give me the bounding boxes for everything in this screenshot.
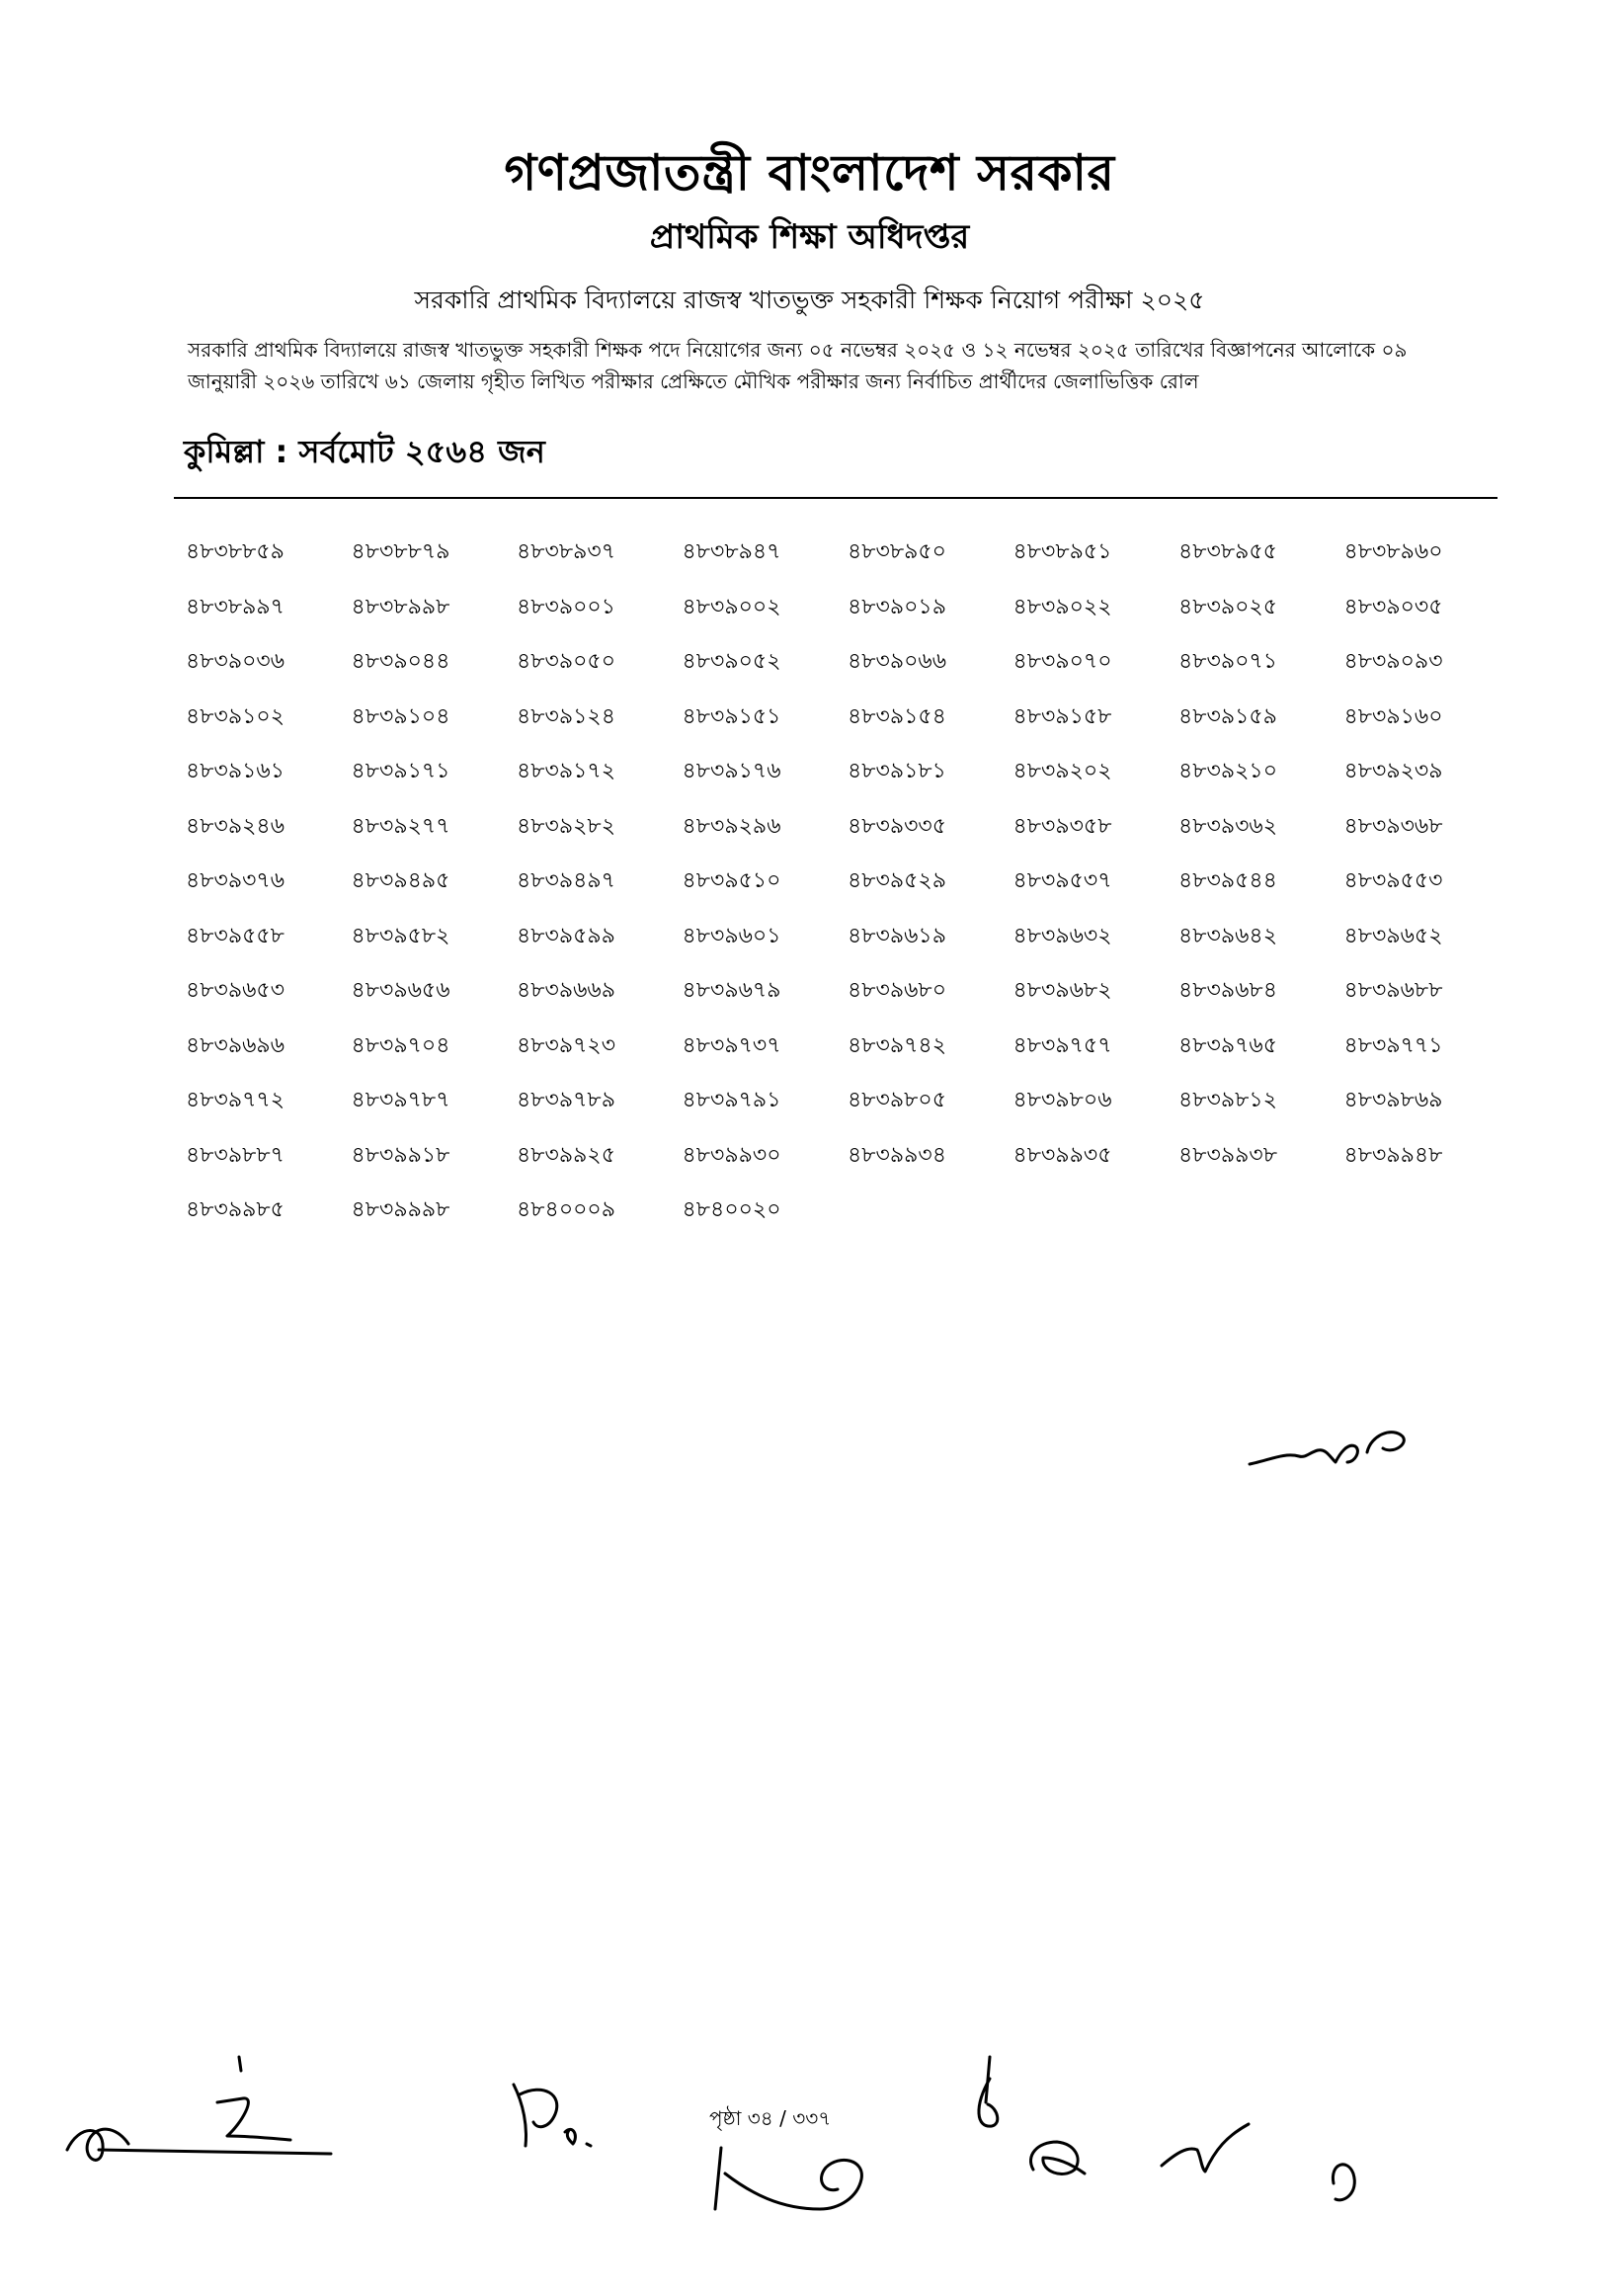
roll-number: ৪৮৩৮৯৯৭	[186, 594, 284, 619]
roll-number: ৪৮৩৯৭৭১	[1343, 1032, 1443, 1058]
roll-number: ৪৮৩৯০৭০	[1012, 649, 1112, 674]
roll-number: ৪৮৩৮৯৪৭	[682, 539, 781, 564]
roll-number: ৪৮৩৯৯৩০	[682, 1142, 781, 1168]
roll-number: ৪৮৩৯৬১৯	[848, 923, 946, 948]
divider	[174, 497, 1498, 499]
roll-number: ৪৮৩৯৫৯৯	[517, 923, 615, 948]
roll-number: ৪৮৩৯৯১৮	[351, 1142, 450, 1168]
roll-number: ৪৮৩৯৪৯৭	[517, 868, 615, 893]
roll-number: ৪৮৩৯৩৩৫	[848, 813, 947, 839]
roll-number: ৪৮৩৯১০৪	[351, 703, 450, 729]
roll-number: ৪৮৩৯৭৩৭	[682, 1032, 781, 1058]
roll-number: ৪৮৩৯৬৮৮	[1343, 978, 1443, 1003]
roll-number: ৪৮৩৮৯৩৭	[517, 539, 616, 564]
roll-number: ৪৮৩৯০৩৫	[1343, 594, 1443, 619]
roll-number: ৪৮৩৯০৪৪	[351, 649, 450, 674]
roll-number: ৪৮৩৯৯২৫	[517, 1142, 615, 1168]
roll-number: ৪৮৩৯৯৪৮	[1343, 1142, 1443, 1168]
roll-number: ৪৮৩৯৯৮৫	[186, 1197, 284, 1222]
roll-number: ৪৮৪০০০৯	[517, 1197, 616, 1222]
roll-number: ৪৮৩৯১৭২	[517, 759, 616, 783]
roll-number: ৪৮৩৯৫৮২	[351, 923, 450, 948]
district-heading: কুমিল্লা : সর্বমোট ২৫৬৪ জন	[184, 433, 545, 470]
roll-number: ৪৮৩৯৪৯৫	[351, 868, 450, 893]
roll-number: ৪৮৩৯০৬৬	[848, 649, 947, 674]
roll-number: ৪৮৩৯৬৪২	[1178, 923, 1278, 948]
roll-number: ৪৮৩৮৯৫১	[1012, 539, 1112, 564]
roll-number: ৪৮৩৯১২৪	[517, 703, 615, 729]
department-title: প্রাথমিক শিক্ষা অধিদপ্তর	[649, 217, 970, 257]
roll-number: ৪৮৩৯১৭৬	[682, 759, 781, 783]
roll-number: ৪৮৩৯০৫০	[517, 649, 616, 674]
roll-number: ৪৮৩৮৯৫৫	[1178, 539, 1277, 564]
roll-number: ৪৮৩৯৫৩৭	[1012, 868, 1112, 893]
roll-number: ৪৮৩৯৫৫৮	[186, 923, 284, 948]
roll-number: ৪৮৩৯৩৬২	[1178, 813, 1278, 839]
roll-number: ৪৮৩৯৬৮৪	[1178, 978, 1277, 1003]
government-title: গণপ্রজাতন্ত্রী বাংলাদেশ সরকার	[504, 144, 1115, 202]
signature-mark	[1245, 1413, 1422, 1482]
roll-number: ৪৮৩৯১৫৮	[1012, 703, 1112, 729]
roll-number: ৪৮৩৯৩৫৮	[1012, 813, 1112, 839]
roll-number: ৪৮৩৯২১০	[1178, 759, 1278, 783]
roll-number: ৪৮৩৮৯৫০	[848, 539, 946, 564]
roll-number: ৪৮৩৯৫৪৪	[1178, 868, 1277, 893]
roll-number: ৪৮৩৯৬৮২	[1012, 978, 1112, 1003]
roll-number: ৪৮৩৯৭৫৭	[1012, 1032, 1112, 1058]
roll-number: ৪৮৩৯২৩৯	[1343, 759, 1443, 783]
roll-number: ৪৮৩৯৮১২	[1178, 1088, 1277, 1112]
roll-number: ৪৮৩৮৯৯৮	[351, 594, 450, 619]
roll-number: ৪৮৩৯০৭১	[1178, 649, 1278, 674]
roll-number: ৪৮৩৯১৫৯	[1178, 703, 1277, 729]
notice-text: সরকারি প্রাথমিক বিদ্যালয়ে রাজস্ব খাতভুক্ত সহকারী শিক্ষক পদে নিয়োগের জন্য ০৫ নভেম্বর ২০২৫ ও ১২ নভেম্বর ২০২৫ তারিখের বিজ্ঞাপনের আলোকে ০৯ জানুয়ারী ২০২৬ তারিখে ৬১ জেলায় গৃহীত লিখিত পরীক্ষার প্রেক্ষিতে মৌখিক পরীক্ষার জন্য নির্বাচিত প্রার্থীদের জেলাভিত্তিক রোল	[188, 338, 1408, 393]
roll-number: ৪৮৩৯২৯৬	[682, 813, 781, 839]
roll-number: ৪৮৩৯১০২	[186, 703, 285, 729]
roll-number: ৪৮৩৯৬৫৩	[186, 978, 285, 1003]
roll-number: ৪৮৩৯০২২	[1012, 594, 1112, 619]
roll-number: ৪৮৩৯৯৩৪	[848, 1142, 946, 1168]
roll-number: ৪৮৩৯১৫৪	[848, 703, 946, 729]
signature-mark	[701, 2124, 879, 2233]
roll-number: ৪৮৩৯২৪৬	[186, 813, 285, 839]
roll-number-grid	[186, 537, 1519, 1251]
roll-number: ৪৮৩৯৭২৩	[517, 1032, 616, 1058]
roll-number: ৪৮৩৯১৭১	[351, 759, 450, 783]
roll-number: ৪৮৩৯০০২	[682, 594, 781, 619]
roll-number: ৪৮৩৯২৭৭	[351, 813, 450, 839]
roll-number: ৪৮৩৯১৫১	[682, 703, 781, 729]
roll-number: ৪৮৪০০২০	[682, 1197, 781, 1222]
roll-number: ৪৮৩৯৫১০	[682, 868, 781, 893]
signature-mark	[968, 2055, 1383, 2213]
roll-number: ৪৮৩৯৭৯১	[682, 1088, 781, 1112]
roll-number: ৪৮৩৯৭০৪	[351, 1032, 450, 1058]
roll-number: ৪৮৩৯৯৩৮	[1178, 1142, 1277, 1168]
signature-mark	[59, 2055, 356, 2193]
roll-number: ৪৮৩৯৩৭৬	[186, 868, 285, 893]
signature-mark	[494, 2075, 603, 2164]
roll-number: ৪৮৩৯০২৫	[1178, 594, 1278, 619]
roll-number: ৪৮৩৯৭৪২	[848, 1032, 947, 1058]
roll-number: ৪৮৩৯৬৯৬	[186, 1032, 285, 1058]
roll-number: ৪৮৩৯০০১	[517, 594, 616, 619]
roll-number: ৪৮৩৮৮৭৯	[351, 539, 450, 564]
roll-number: ৪৮৩৯৭৭২	[186, 1088, 285, 1112]
roll-number: ৪৮৩৯০৫২	[682, 649, 781, 674]
document-header	[0, 138, 1619, 320]
roll-number: ৪৮৩৯২০২	[1012, 759, 1112, 783]
roll-number: ৪৮৩৯৬৮০	[848, 978, 947, 1003]
roll-number: ৪৮৩৯৮০৫	[848, 1088, 946, 1112]
roll-number: ৪৮৩৯৬০১	[682, 923, 781, 948]
roll-number: ৪৮৩৯৬৭৯	[682, 978, 781, 1003]
roll-number: ৪৮৩৯০৩৬	[186, 649, 285, 674]
roll-number: ৪৮৩৯৭৮৭	[351, 1088, 450, 1112]
roll-number: ৪৮৩৯৭৬৫	[1178, 1032, 1278, 1058]
roll-number: ৪৮৩৮৮৫৯	[186, 539, 284, 564]
roll-number: ৪৮৩৯৮০৬	[1012, 1088, 1112, 1112]
roll-number: ৪৮৩৮৯৬০	[1343, 539, 1443, 564]
roll-number: ৪৮৩৯১৮১	[848, 759, 946, 783]
roll-number: ৪৮৩৯৬৫২	[1343, 923, 1443, 948]
roll-number: ৪৮৩৯৯৯৮	[351, 1197, 450, 1222]
roll-number: ৪৮৩৯৭৮৯	[517, 1088, 615, 1112]
roll-number: ৪৮৩৯৬৬৯	[517, 978, 616, 1003]
roll-number: ৪৮৩৯৬৩২	[1012, 923, 1112, 948]
exam-title: সরকারি প্রাথমিক বিদ্যালয়ে রাজস্ব খাতভুক্ত সহকারী শিক্ষক নিয়োগ পরীক্ষা ২০২৫	[414, 286, 1205, 314]
roll-number: ৪৮৩৯৬৫৬	[351, 978, 450, 1003]
page-number: পৃষ্ঠা ৩৪ / ৩৩৭	[709, 2106, 832, 2130]
roll-number: ৪৮৩৯১৬১	[186, 759, 284, 783]
roll-number: ৪৮৩৯৫৫৩	[1343, 868, 1443, 893]
roll-number: ৪৮৩৯৫২৯	[848, 868, 946, 893]
roll-number: ৪৮৩৯৯৩৫	[1012, 1142, 1112, 1168]
roll-number: ৪৮৩৯৮৮৭	[186, 1142, 284, 1168]
roll-number: ৪৮৩৯২৮২	[517, 813, 616, 839]
roll-number: ৪৮৩৯০১৯	[848, 594, 946, 619]
roll-number: ৪৮৩৯৮৬৯	[1343, 1088, 1443, 1112]
roll-number: ৪৮৩৯১৬০	[1343, 703, 1443, 729]
roll-number: ৪৮৩৯০৯৩	[1343, 649, 1443, 674]
roll-number: ৪৮৩৯৩৬৮	[1343, 813, 1443, 839]
